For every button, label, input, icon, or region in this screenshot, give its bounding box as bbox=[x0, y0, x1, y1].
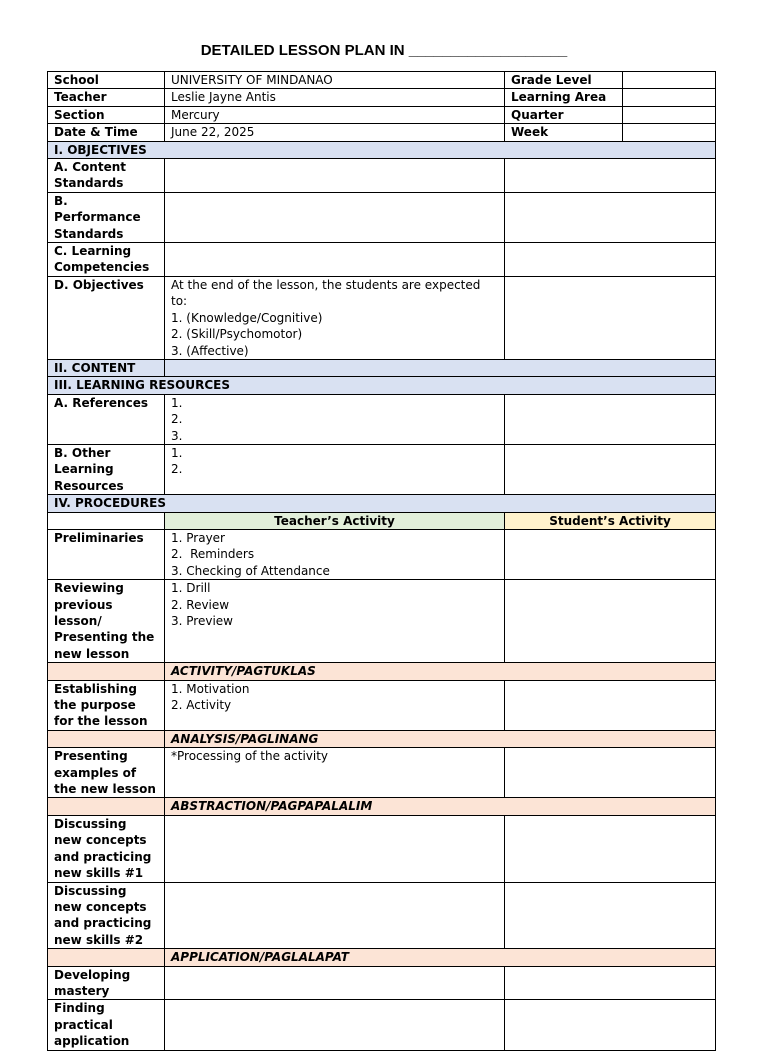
objectives-heading: I. OBJECTIVES bbox=[48, 141, 716, 158]
objectives-cell[interactable] bbox=[165, 276, 505, 359]
objectives-notes[interactable] bbox=[505, 276, 716, 359]
developing-mastery-label: Developing mastery bbox=[48, 966, 165, 1000]
lesson-plan-table bbox=[47, 71, 716, 1051]
references-notes[interactable] bbox=[505, 394, 716, 444]
school-label: School bbox=[48, 72, 165, 89]
presenting-line: *Processing of the activity bbox=[171, 749, 329, 764]
reviewing-student-cell[interactable] bbox=[505, 580, 716, 663]
references-label: A. References bbox=[48, 394, 165, 444]
learning-competencies-notes[interactable] bbox=[505, 243, 716, 277]
presenting-teacher-cell[interactable] bbox=[165, 748, 505, 798]
application-heading: APPLICATION/PAGLALAPAT bbox=[165, 949, 716, 966]
objectives-line: 2. (Skill/Psychomotor) bbox=[171, 327, 303, 342]
performance-standards-cell[interactable] bbox=[165, 192, 505, 242]
other-resources-notes[interactable] bbox=[505, 444, 716, 494]
grade-level-value[interactable] bbox=[623, 72, 716, 89]
content-heading: II. CONTENT bbox=[48, 359, 165, 376]
preliminaries-line: 2. Reminders bbox=[171, 547, 255, 562]
finding-application-label: Finding practical application bbox=[48, 1000, 165, 1050]
quarter-label: Quarter bbox=[505, 106, 623, 123]
reference-line: 2. bbox=[171, 412, 183, 427]
establishing-student-cell[interactable] bbox=[505, 680, 716, 730]
school-value[interactable]: UNIVERSITY OF MINDANAO bbox=[165, 72, 505, 89]
reviewing-label: Reviewing previous lesson/ Presenting the new lesson bbox=[48, 580, 165, 663]
presenting-student-cell[interactable] bbox=[505, 748, 716, 798]
learning-area-label: Learning Area bbox=[505, 89, 623, 106]
preliminaries-teacher-cell[interactable] bbox=[165, 529, 505, 579]
other-resource-line: 1. bbox=[171, 445, 183, 460]
reference-line: 3. bbox=[171, 428, 183, 443]
other-resource-line: 2. bbox=[171, 462, 183, 477]
quarter-value[interactable] bbox=[623, 106, 716, 123]
discussing-1-label: Discussing new concepts and practicing new skills #1 bbox=[48, 815, 165, 882]
teacher-value[interactable]: Leslie Jayne Antis bbox=[165, 89, 505, 106]
content-cell[interactable] bbox=[165, 359, 716, 376]
objectives-line: At the end of the lesson, the students are expected to: bbox=[171, 277, 481, 309]
resources-heading: III. LEARNING RESOURCES bbox=[48, 377, 716, 394]
establishing-line: 1. Motivation bbox=[171, 681, 250, 696]
finding-application-teacher-cell[interactable] bbox=[165, 1000, 505, 1050]
section-value[interactable]: Mercury bbox=[165, 106, 505, 123]
reviewing-teacher-cell[interactable] bbox=[165, 580, 505, 663]
developing-mastery-teacher-cell[interactable] bbox=[165, 966, 505, 1000]
reference-line: 1. bbox=[171, 395, 183, 410]
developing-mastery-student-cell[interactable] bbox=[505, 966, 716, 1000]
preliminaries-line: 3. Checking of Attendance bbox=[171, 563, 330, 578]
preliminaries-line: 1. Prayer bbox=[171, 530, 225, 545]
reviewing-line: 2. Review bbox=[171, 597, 230, 612]
preliminaries-label: Preliminaries bbox=[48, 529, 165, 579]
datetime-label: Date & Time bbox=[48, 124, 165, 141]
establishing-teacher-cell[interactable] bbox=[165, 680, 505, 730]
finding-application-student-cell[interactable] bbox=[505, 1000, 716, 1050]
reviewing-line: 1. Drill bbox=[171, 581, 211, 596]
abstraction-heading: ABSTRACTION/PAGPAPALALIM bbox=[165, 798, 716, 815]
document-title: DETAILED LESSON PLAN IN ___________________ bbox=[200, 42, 568, 59]
learning-competencies-cell[interactable] bbox=[165, 243, 505, 277]
establishing-label: Establishing the purpose for the lesson bbox=[48, 680, 165, 730]
week-label: Week bbox=[505, 124, 623, 141]
discussing-2-label: Discussing new concepts and practicing new skills #2 bbox=[48, 882, 165, 949]
content-standards-cell[interactable] bbox=[165, 159, 505, 193]
grade-level-label: Grade Level bbox=[505, 72, 623, 89]
other-resources-label: B. Other Learning Resources bbox=[48, 444, 165, 494]
learning-area-value[interactable] bbox=[623, 89, 716, 106]
objectives-line: 3. (Affective) bbox=[171, 343, 249, 358]
discussing-1-teacher-cell[interactable] bbox=[165, 815, 505, 882]
other-resources-cell[interactable] bbox=[165, 444, 505, 494]
preliminaries-student-cell[interactable] bbox=[505, 529, 716, 579]
datetime-value[interactable]: June 22, 2025 bbox=[165, 124, 505, 141]
teacher-activity-header: Teacher’s Activity bbox=[165, 512, 505, 529]
discussing-1-student-cell[interactable] bbox=[505, 815, 716, 882]
week-value[interactable] bbox=[623, 124, 716, 141]
references-cell[interactable] bbox=[165, 394, 505, 444]
activity-heading: ACTIVITY/PAGTUKLAS bbox=[165, 663, 716, 680]
performance-standards-notes[interactable] bbox=[505, 192, 716, 242]
section-label: Section bbox=[48, 106, 165, 123]
objectives-label: D. Objectives bbox=[48, 276, 165, 359]
procedures-corner bbox=[48, 512, 165, 529]
learning-competencies-label: C. Learning Competencies bbox=[48, 243, 165, 277]
procedures-heading: IV. PROCEDURES bbox=[48, 495, 716, 512]
objectives-line: 1. (Knowledge/Cognitive) bbox=[171, 310, 323, 325]
presenting-label: Presenting examples of the new lesson bbox=[48, 748, 165, 798]
reviewing-line: 3. Preview bbox=[171, 614, 233, 628]
content-standards-notes[interactable] bbox=[505, 159, 716, 193]
discussing-2-teacher-cell[interactable] bbox=[165, 882, 505, 949]
performance-standards-label: B. Performance Standards bbox=[48, 192, 165, 242]
establishing-line: 2. Activity bbox=[171, 698, 232, 713]
analysis-heading: ANALYSIS/PAGLINANG bbox=[165, 730, 716, 747]
discussing-2-student-cell[interactable] bbox=[505, 882, 716, 949]
teacher-label: Teacher bbox=[48, 89, 165, 106]
content-standards-label: A. Content Standards bbox=[48, 159, 165, 193]
student-activity-header: Student’s Activity bbox=[505, 512, 716, 529]
